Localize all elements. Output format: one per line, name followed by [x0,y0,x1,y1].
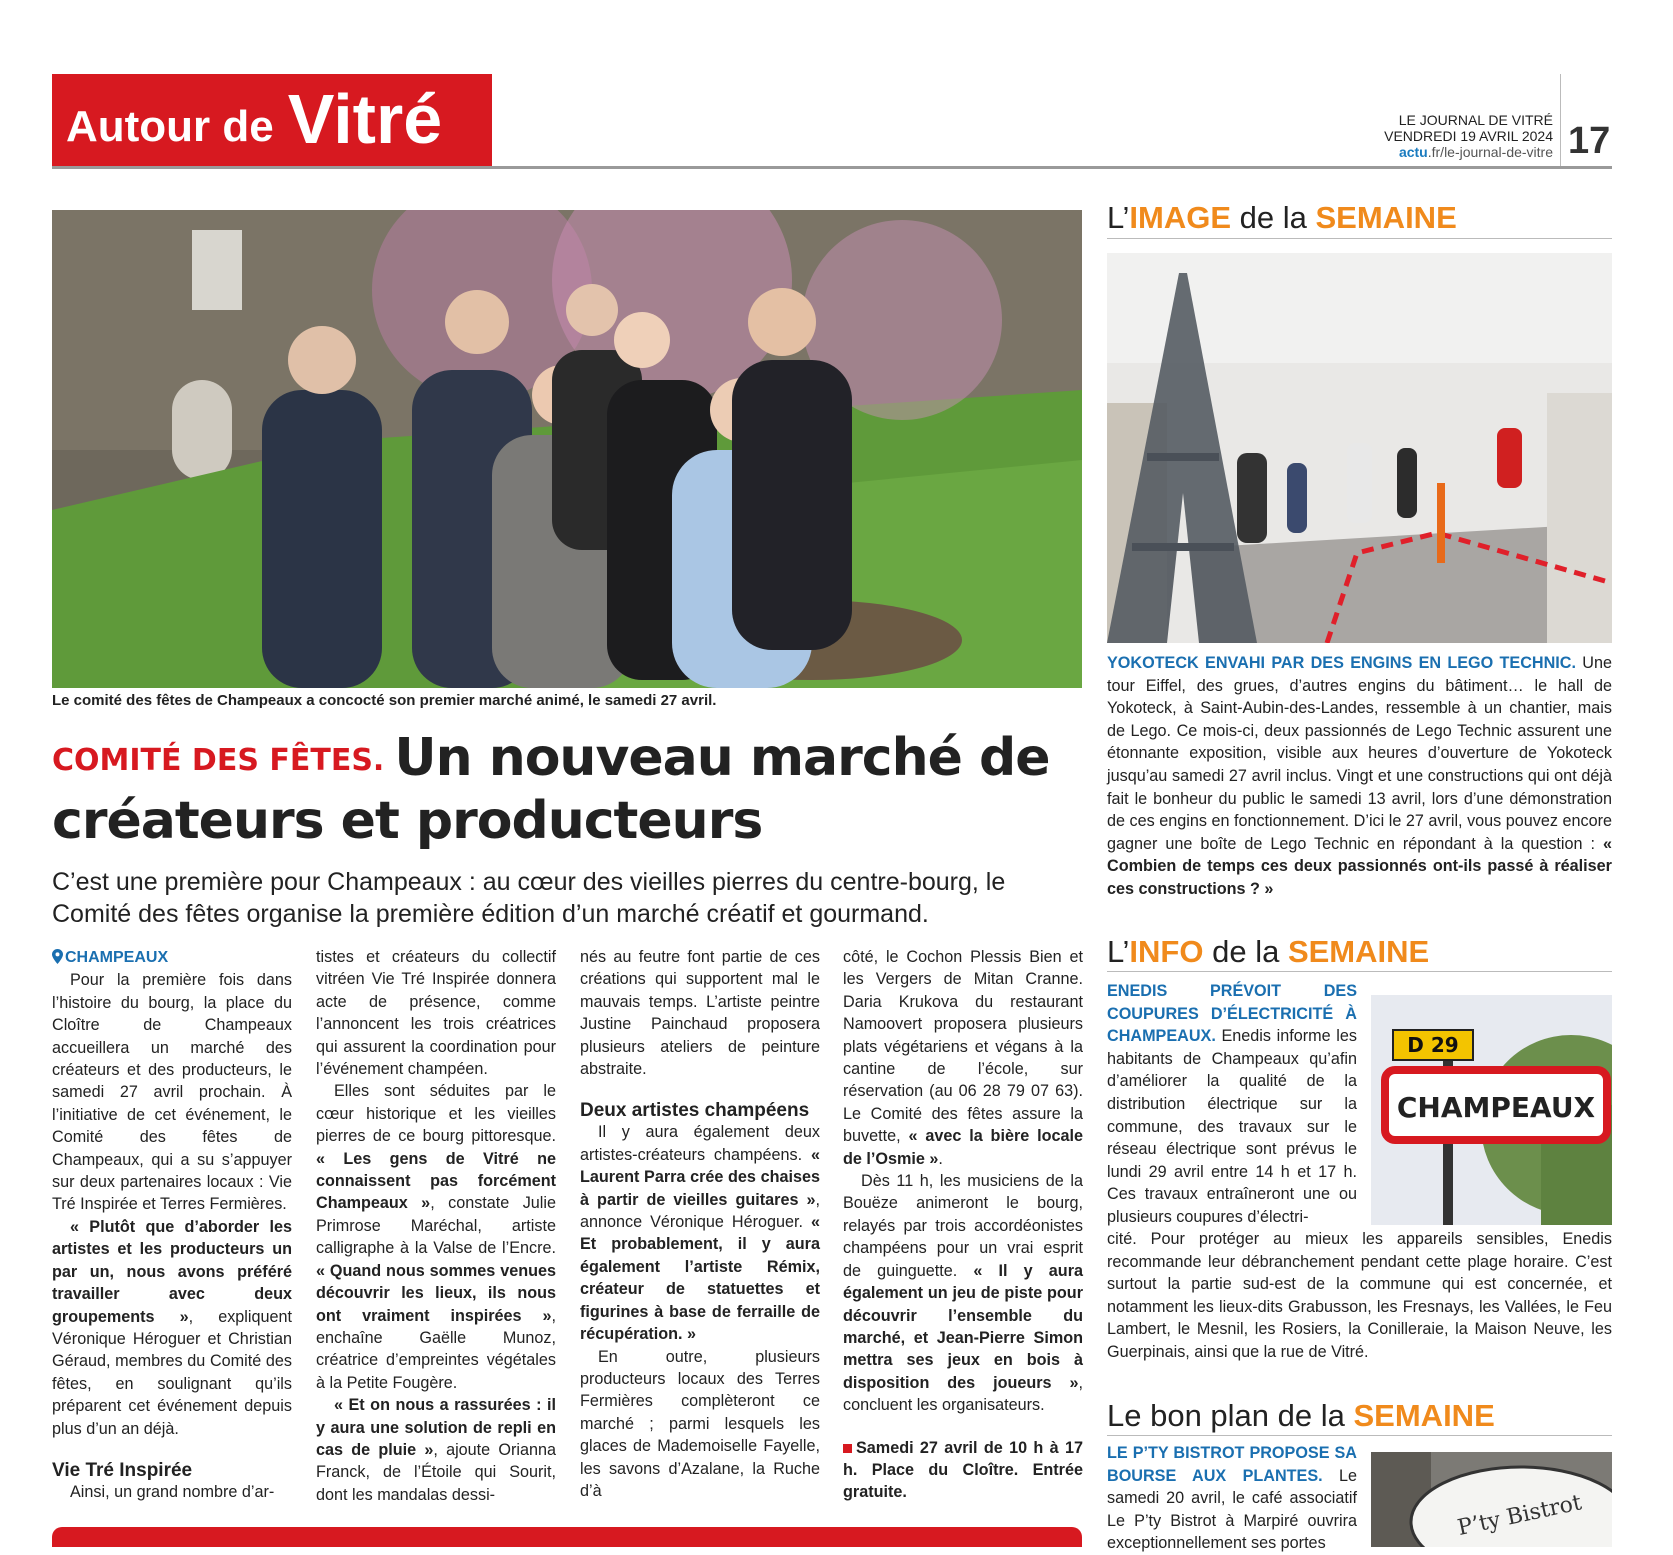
heading-rule [1107,238,1612,239]
practical-text: Samedi 27 avril de 10 h à 17 h. Place du Cloître. Entrée gratuite. [843,1438,1083,1502]
info-semaine-text-a [1107,980,1357,1229]
practical-info [843,1437,1083,1504]
quote: « Plutôt que d’aborder les artistes et les producteurs un par un, nous avons préféré travailler avec deux groupements » [52,1217,292,1326]
bon-plan-photo [1371,1452,1612,1547]
paragraph: Ainsi, un grand nombre d’ar- [70,1482,275,1501]
heading-rule [1107,1435,1612,1436]
heading-text: de la [1203,934,1288,969]
quote: « Quand nous sommes venues découvrir les lieux, ils nous ont vraiment inspirées » [316,1261,556,1325]
image-semaine-photo [1107,253,1612,643]
text: , enchaîne Gaëlle Munoz, créatrice d’empreintes végétales à la Petite Fougère. [316,1306,556,1392]
bon-plan-heading [1107,1398,1612,1434]
paragraph [843,946,1083,1170]
headline-title: Un nouveau marché de créateurs et producteurs [52,728,1050,851]
photo-caption: Le comité des fêtes de Champeaux a concocté son premier marché animé, le samedi 27 avril. [52,692,717,709]
info-semaine-heading [1107,934,1612,970]
heading-highlight: SEMAINE [1287,934,1430,969]
info-semaine-photo [1371,995,1612,1225]
quote: « Les gens de Vitré ne connaissent pas forcément Champeaux » [316,1149,556,1213]
heading-rule [1107,971,1612,972]
paragraph [52,1216,292,1440]
image-semaine-text [1107,652,1612,901]
heading-text: de la [1231,200,1316,235]
image-semaine-heading [1107,200,1612,236]
paragraph [580,1121,820,1345]
paragraph [316,1080,556,1394]
text: , expliquent Véronique Héroguer et Christian Géraud, membres du Comité des fêtes, en soulignant qu’ils préparent cet événement depuis plus d’un an déjà. [52,1307,292,1438]
text: , constate Julie Primrose Maréchal, artiste calligraphe à la Valse de l’Encre. [316,1194,556,1258]
heading-text: Le bon plan de la [1107,1398,1354,1433]
text: Enedis informe les habitants de Champeaux qu’afin d’améliorer la qualité de la distribution électrique sur la commune, des travaux sur le réseau électrique sont prévus le lundi 29 avril entre 14 h et 17 h. Ces travaux entraîneront une ou plusieurs coupures d’électri- [1107,1027,1357,1226]
article-lead: C’est une première pour Champeaux : au cœur des vieilles pierres du centre-bourg, le Comité des fêtes organise la première édition d’un marché créatif et gourmand. [52,868,1006,928]
main-photo [52,210,1082,688]
text: côté, le Cochon Plessis Bien et les Vergers de Mitan Cranne. Daria Krukova du restaurant Namoovert proposera plusieurs plats végétariens et végans à la cantine de l’école, sur réservation (au 06 28 79 07 63). Le Comité des fêtes assure la buvette, [843,948,1083,1146]
quote: « Et probablement, il y aura également l’artiste Rémix, créateur de statuettes et figurines à base de ferraille de récupération. » [580,1213,820,1344]
heading-highlight: SEMAINE [1315,200,1457,235]
paragraph: En outre, plusieurs producteurs locaux des Terres Fermières complèteront ce marché ; parmi lesquels les glaces de Mademoiselle Fayelle, les savons d’Azalane, la Ruche d’à [580,1347,820,1500]
issue-date: VENDREDI 19 AVRIL 2024 [1384,128,1553,144]
location-pin-icon [52,949,63,964]
page-divider [1560,74,1561,166]
dateline: CHAMPEAUX [65,949,169,966]
article-column-1 [52,946,292,1503]
text: , annonce Véronique Héroguer. [580,1190,820,1232]
quote: « avec la bière locale de l’Osmie » [843,1127,1083,1168]
town-sign-label: CHAMPEAUX [1396,1091,1596,1124]
lead: ENEDIS PRÉVOIT DES COUPURES D’ÉLECTRICITÉ À CHAMPEAUX. [1107,982,1357,1046]
lead: LE P’TY BISTROT PROPOSE SA BOURSE AUX PLANTES. [1107,1444,1357,1485]
url-brand: actu [1398,144,1428,160]
heading-highlight: INFO [1129,934,1204,969]
headline-kicker: COMITÉ DES FÊTES. [52,743,385,778]
headline [52,728,1082,851]
quote: « Combien de temps ces deux passionnés ont-ils passé à réaliser ces constructions ? » [1107,834,1612,898]
header-rule [52,166,1612,169]
bistrot-sign-label: P’ty Bistrot [1455,1490,1584,1541]
header-meta [1384,112,1553,160]
section-banner [52,74,492,168]
bon-plan-text [1107,1442,1357,1555]
text: , ajoute Orianna Franck, de l’Étoile qui Sourit, dont les mandalas dessi- [316,1440,557,1504]
section-title-big: Vitré [287,80,443,158]
info-semaine-text-b: cité. Pour protéger au mieux les appareils sensibles, Enedis recommande leur débranchement pendant cette plage horaire. C’est surtout la partie sud-est de la commune qui est concernée, et notamment les lieux-dits Grabusson, les Fresnays, les Vallées, le Feu Lambert, le Mesnil, les Rosiers, la Conilleraie, la Maison Neuve, les Guerpinais, ainsi que la rue de Vitré. [1107,1230,1612,1361]
subhead: Vie Tré Inspirée [52,1459,193,1481]
bullet-square-icon [843,1444,852,1453]
heading-highlight: SEMAINE [1353,1398,1495,1433]
heading-text: L’ [1107,200,1130,235]
text: Le samedi 20 avril, le café associatif Le P’ty Bistrot à Marpiré ouvrira exceptionnellement ses portes [1107,1466,1357,1553]
journal-name: LE JOURNAL DE VITRÉ [1398,112,1553,128]
heading-highlight: IMAGE [1129,200,1232,235]
heading-text: L’ [1107,934,1130,969]
paragraph [843,1170,1083,1416]
article-column-2 [316,946,556,1506]
article-column-3 [580,946,820,1502]
section-title-small: Autour de [66,102,274,151]
text: . [938,1149,943,1168]
journal-url[interactable] [1384,144,1553,160]
paragraph: nés au feutre font partie de ces créations qui supportent mal le mauvais temps. L’artiste peintre Justine Painchaud proposera plusieurs ateliers de peinture abstraite. [580,948,820,1079]
paragraph: Pour la première fois dans l’histoire du bourg, la place du Cloître de Champeaux accueillera un marché des créateurs et des producteurs, le samedi 27 avril prochain. À l’initiative de cet événement, le Comité des fêtes de Champeaux, qui a su s’appuyer sur deux partenaires locaux : Vie Tré Inspirée et Terres Fermières. [52,971,292,1214]
road-sign-label: D 29 [1407,1033,1459,1057]
text: Elles sont séduites par le cœur historique et les vieilles pierres de ce bourg pittoresque. [316,1082,556,1146]
subhead: Deux artistes champéens [580,1100,810,1122]
url-rest: .fr/le-journal-de-vitre [1427,144,1553,160]
quote: « Il y aura également un jeu de piste pour découvrir l’ensemble du marché, et Jean-Pierre Simon mettra ses jeux en bois à disposition des joueurs » [843,1261,1083,1392]
quote: « Laurent Parra crée des chaises à partir de vieilles guitares » [580,1145,820,1209]
lead: YOKOTECK ENVAHI PAR DES ENGINS EN LEGO TECHNIC. [1107,654,1576,672]
quote: « Et on nous a rassurées : il y aura une solution de repli en cas de pluie » [316,1396,556,1459]
text: Dès 11 h, les musiciens de la Bouëze animeront le bourg, relayés par trois accordéonistes champéens pour un vrai esprit de guinguette. [843,1172,1083,1280]
text: Il y aura également deux artistes-créateurs champéens. [580,1123,820,1164]
text: , concluent les organisateurs. [843,1373,1083,1415]
article-column-4 [843,946,1083,1504]
text: Une tour Eiffel, des grues, d’autres engins du bâtiment… le hall de Yokoteck, à Saint-Aubin-des-Landes, ressemble à un chantier, mais de Lego. Ce mois-ci, deux passionnés de Lego Technic assurent une étonnante exposition, visible aux heures d’ouverture de Yokoteck jusqu’au samedi 27 avril inclus. Vingt et une constructions qui ont déjà fait le bonheur du public le samedi 13 avril, lors d’une démonstration de ces engins en fonctionnement. D’ici le 27 avril, vous pouvez encore gagner une boîte de Lego Technic en répondant à la question : [1107,654,1612,853]
paragraph [316,1394,556,1506]
paragraph: tistes et créateurs du collectif vitréen Vie Tré Inspirée donnera acte de présence, comme l’annoncent les trois créatrices qui assurent la coordination pour l’événement champéen. [316,948,556,1079]
page-number: 17 [1568,120,1611,162]
bottom-section-bar [52,1527,1082,1547]
